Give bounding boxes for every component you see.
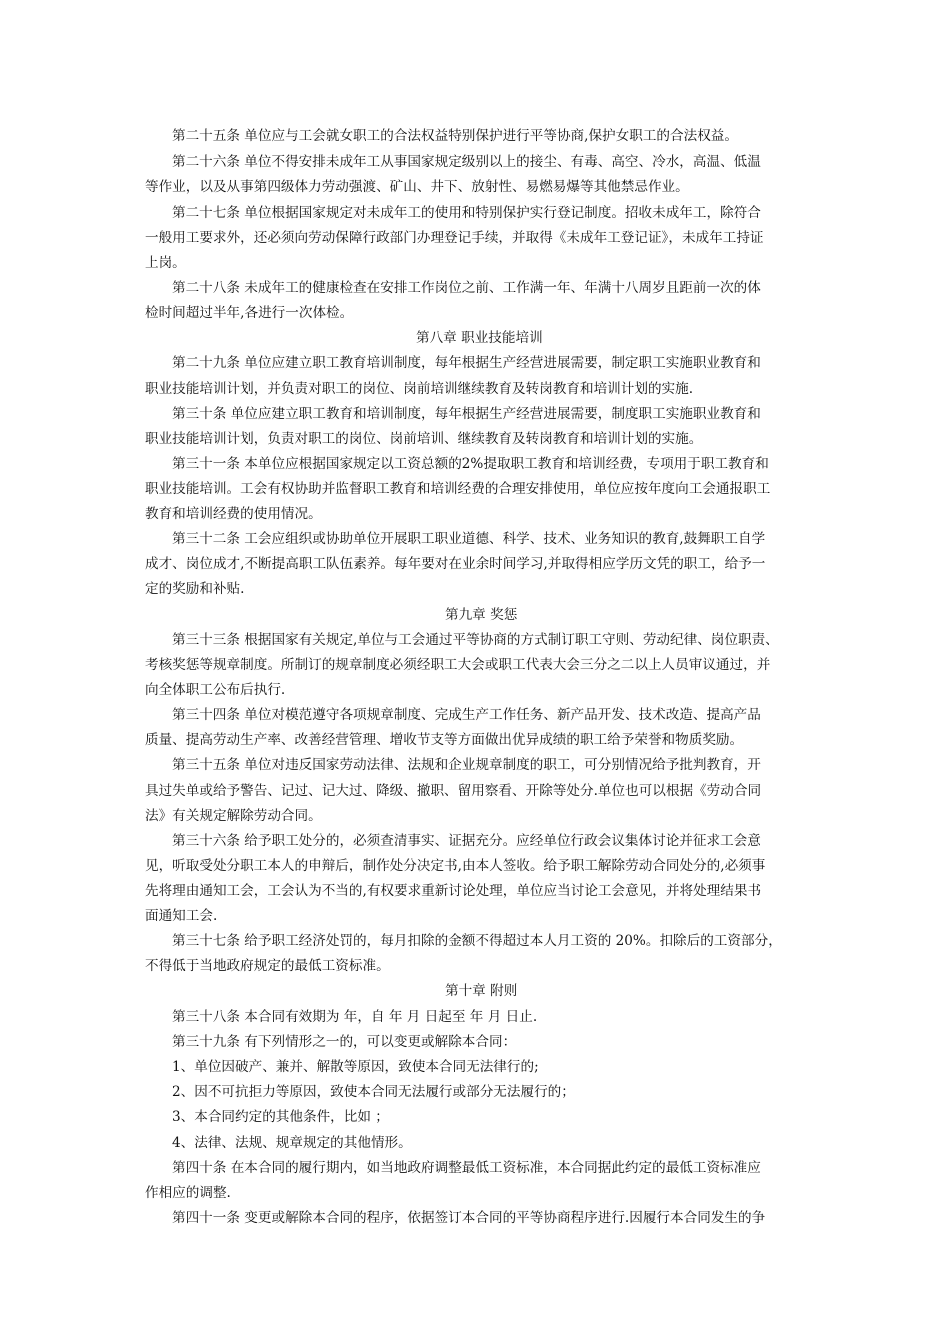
para-article-26-line-1: 第二十六条 单位不得安排未成年工从事国家规定级别以上的接尘、有毒、高空、冷水，高温、低温	[172, 154, 761, 170]
para-article-30-line-1: 第三十条 单位应建立职工教育和培训制度，每年根据生产经营进展需要，制度职工实施职业教育和	[172, 406, 761, 422]
para-article-37-line-1: 第三十七条 给予职工经济处罚的，每月扣除的金额不得超过本人月工资的 20%。扣除后的工资部分，	[172, 933, 782, 949]
para-article-32-line-1: 第三十二条 工会应组织或协助单位开展职工职业道德、科学、技术、业务知识的教育,鼓舞职工自学	[172, 531, 766, 547]
para-article-35-line-1: 第三十五条 单位对违反国家劳动法律、法规和企业规章制度的职工，可分别情况给予批判教育，开	[172, 757, 761, 773]
para-article-35-line-2: 具过失单或给予警告、记过、记大过、降级、撤职、留用察看、开除等处分.单位也可以根据《劳动合同	[145, 783, 762, 799]
para-article-35-line-3: 法》有关规定解除劳动合同。	[145, 808, 322, 824]
para-article-26-line-2: 等作业，以及从事第四级体力劳动强渡、矿山、井下、放射性、易燃易爆等其他禁忌作业。	[145, 179, 689, 195]
list-item-1: 1、单位因破产、兼并、解散等原因，致使本合同无法律行的;	[172, 1059, 539, 1075]
para-article-29-line-1: 第二十九条 单位应建立职工教育培训制度，每年根据生产经营进展需要，制定职工实施职业教育和	[172, 355, 761, 371]
para-article-33-line-1: 第三十三条 根据国家有关规定,单位与工会通过平等协商的方式制订职工守则、劳动纪律、岗位职责、	[172, 632, 779, 648]
para-article-41-line-1: 第四十一条 变更或解除本合同的程序，依据签订本合同的平等协商程序进行.因履行本合同发生的争	[172, 1210, 766, 1226]
para-article-31-line-1: 第三十一条 本单位应根据国家规定以工资总额的2%提取职工教育和培训经费，专项用于职工教育和	[172, 456, 769, 472]
para-article-25: 第二十五条 单位应与工会就女职工的合法权益特别保护进行平等协商,保护女职工的合法权益。	[172, 128, 738, 144]
list-item-2: 2、因不可抗拒力等原因，致使本合同无法履行或部分无法履行的；	[172, 1084, 575, 1100]
list-item-3: 3、本合同约定的其他条件，比如 ；	[172, 1109, 389, 1125]
para-article-32-line-2: 成才、岗位成才,不断提高职工队伍素养。每年要对在业余时间学习,并取得相应学历文凭的职工，给予一	[145, 556, 766, 572]
para-article-31-line-2: 职业技能培训。工会有权协助并监督职工教育和培训经费的合理安排使用，单位应按年度向工会通报职工	[145, 481, 771, 497]
para-article-30-line-2: 职业技能培训计划，负责对职工的岗位、岗前培训、继续教育及转岗教育和培训计划的实施。	[145, 431, 703, 447]
para-article-27-line-1: 第二十七条 单位根据国家规定对未成年工的使用和特别保护实行登记制度。招收未成年工，除符合	[172, 205, 761, 221]
para-article-33-line-2: 考核奖惩等规章制度。所制订的规章制度必须经职工大会或职工代表大会三分之二以上人员审议通过，并	[145, 657, 771, 673]
para-article-33-line-3: 向全体职工公布后执行.	[145, 682, 286, 698]
para-article-40-line-2: 作相应的调整.	[145, 1185, 231, 1201]
chapter-8-heading: 第八章 职业技能培训	[416, 330, 543, 346]
para-article-27-line-3: 上岗。	[145, 255, 186, 271]
para-article-37-line-2: 不得低于当地政府规定的最低工资标准。	[145, 958, 390, 974]
para-article-39: 第三十九条 有下列情形之一的，可以变更或解除本合同：	[172, 1034, 517, 1050]
para-article-36-line-2: 见，听取受处分职工本人的申辩后，制作处分决定书,由本人签收。给予职工解除劳动合同处分的,必须事	[145, 858, 766, 874]
para-article-27-line-2: 一般用工要求外，还必须向劳动保障行政部门办理登记手续，并取得《未成年工登记证》，未成年工持证	[145, 230, 764, 246]
para-article-34-line-2: 质量、提高劳动生产率、改善经营管理、增收节支等方面做出优异成绩的职工给予荣誉和物质奖励。	[145, 732, 744, 748]
para-article-38: 第三十八条 本合同有效期为 年，自 年 月 日起至 年 月 日止.	[172, 1009, 538, 1025]
list-item-4: 4、法律、法规、规章规定的其他情形。	[172, 1135, 412, 1151]
para-article-28-line-1: 第二十八条 未成年工的健康检查在安排工作岗位之前、工作满一年、年满十八周岁且距前一次的体	[172, 280, 761, 296]
chapter-10-heading: 第十章 附则	[445, 983, 518, 999]
para-article-36-line-3: 先将理由通知工会，工会认为不当的,有权要求重新讨论处理，单位应当讨论工会意见，并将处理结果书	[145, 883, 762, 899]
para-article-40-line-1: 第四十条 在本合同的履行期内，如当地政府调整最低工资标准，本合同据此约定的最低工资标准应	[172, 1160, 761, 1176]
para-article-32-line-3: 定的奖励和补贴.	[145, 581, 245, 597]
para-article-36-line-4: 面通知工会.	[145, 908, 218, 924]
para-article-34-line-1: 第三十四条 单位对模范遵守各项规章制度、完成生产工作任务、新产品开发、技术改造、提高产品	[172, 707, 761, 723]
para-article-31-line-3: 教育和培训经费的使用情况。	[145, 506, 322, 522]
para-article-36-line-1: 第三十六条 给予职工处分的，必须查清事实、证据充分。应经单位行政会议集体讨论并征求工会意	[172, 833, 761, 849]
para-article-29-line-2: 职业技能培训计划，并负责对职工的岗位、岗前培训继续教育及转岗教育和培训计划的实施.	[145, 381, 694, 397]
para-article-28-line-2: 检时间超过半年,各进行一次体检。	[145, 305, 354, 321]
chapter-9-heading: 第九章 奖惩	[445, 607, 518, 623]
